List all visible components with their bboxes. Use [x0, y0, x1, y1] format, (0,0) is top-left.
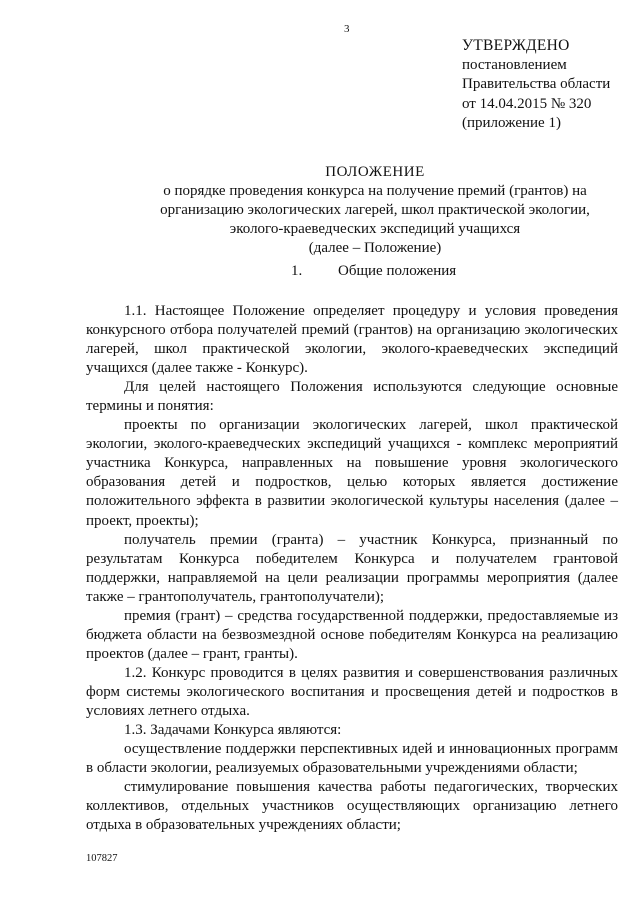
approval-heading: УТВЕРЖДЕНО [462, 37, 570, 54]
paragraph: осуществление поддержки перспективных идей и инновационных программ в области экологии, реализуемых образовательными учреждениями области; [86, 741, 618, 777]
paragraph: премия (грант) – средства государственной поддержки, предоставляемые из бюджета области на безвозмездной основе победителям Конкурса на реализацию проектов (далее – грант, гранты). [86, 607, 618, 662]
page-number: 3 [344, 23, 350, 35]
document-title-block [100, 163, 640, 258]
title-line: эколого-краеведческих экспедиций учащихся [229, 221, 521, 237]
approval-line: постановлением [462, 56, 567, 73]
section-title: Общие положения [338, 263, 457, 279]
paragraph: 1.2. Конкурс проводится в целях развития и совершенствования различных форм системы экологического воспитания и просвещения детей и подростков в условиях летнего отдыха. [86, 664, 618, 719]
approval-stamp [462, 36, 610, 134]
paragraph: 1.3. Задачами Конкурса являются: [124, 722, 342, 739]
paragraph: 1.1. Настоящее Положение определяет процедуру и условия проведения конкурсного отбора получателей премий (грантов) на организацию экологических лагерей, школ практической экологии, эколого-краеведческих экспедиций учащихся (далее также - Конкурс). [86, 303, 618, 377]
document-title: ПОЛОЖЕНИЕ [325, 164, 425, 180]
paragraph: проекты по организации экологических лагерей, школ практической экологии, эколого-краеведческих экспедиций учащихся - комплекс мероприятий участника Конкурса, направленных на повышение уровня экологического образования детей и подростков, целью которых является достижение положительного эффекта в развитии экологической культуры населения (далее – проект, проекты); [86, 417, 618, 529]
approval-line: (приложение 1) [462, 115, 561, 131]
approval-line: Правительства области [462, 76, 611, 92]
document-body [86, 302, 618, 835]
section-heading [291, 263, 456, 280]
section-number: 1. [291, 263, 303, 279]
title-line: организацию экологических лагерей, школ практической экологии, [160, 202, 590, 218]
paragraph: стимулирование повышения качества работы педагогических, творческих коллективов, отдельных участников осуществляющих организацию летнего отдыха в образовательных учреждениях области; [86, 779, 618, 834]
paragraph: Для целей настоящего Положения используются следующие основные термины и понятия: [86, 379, 618, 415]
document-code: 107827 [86, 853, 118, 864]
title-line: о порядке проведения конкурса на получение премий (грантов) на [163, 183, 587, 199]
approval-line: от 14.04.2015 № 320 [462, 95, 592, 112]
title-line: (далее – Положение) [308, 240, 442, 256]
paragraph: получатель премии (гранта) – участник Конкурса, признанный по результатам Конкурса победителем Конкурса и получателем грантовой поддержки, направляемой на цели реализации программы мероприятия (далее также – грантополучатель, грантополучатели); [86, 531, 618, 605]
